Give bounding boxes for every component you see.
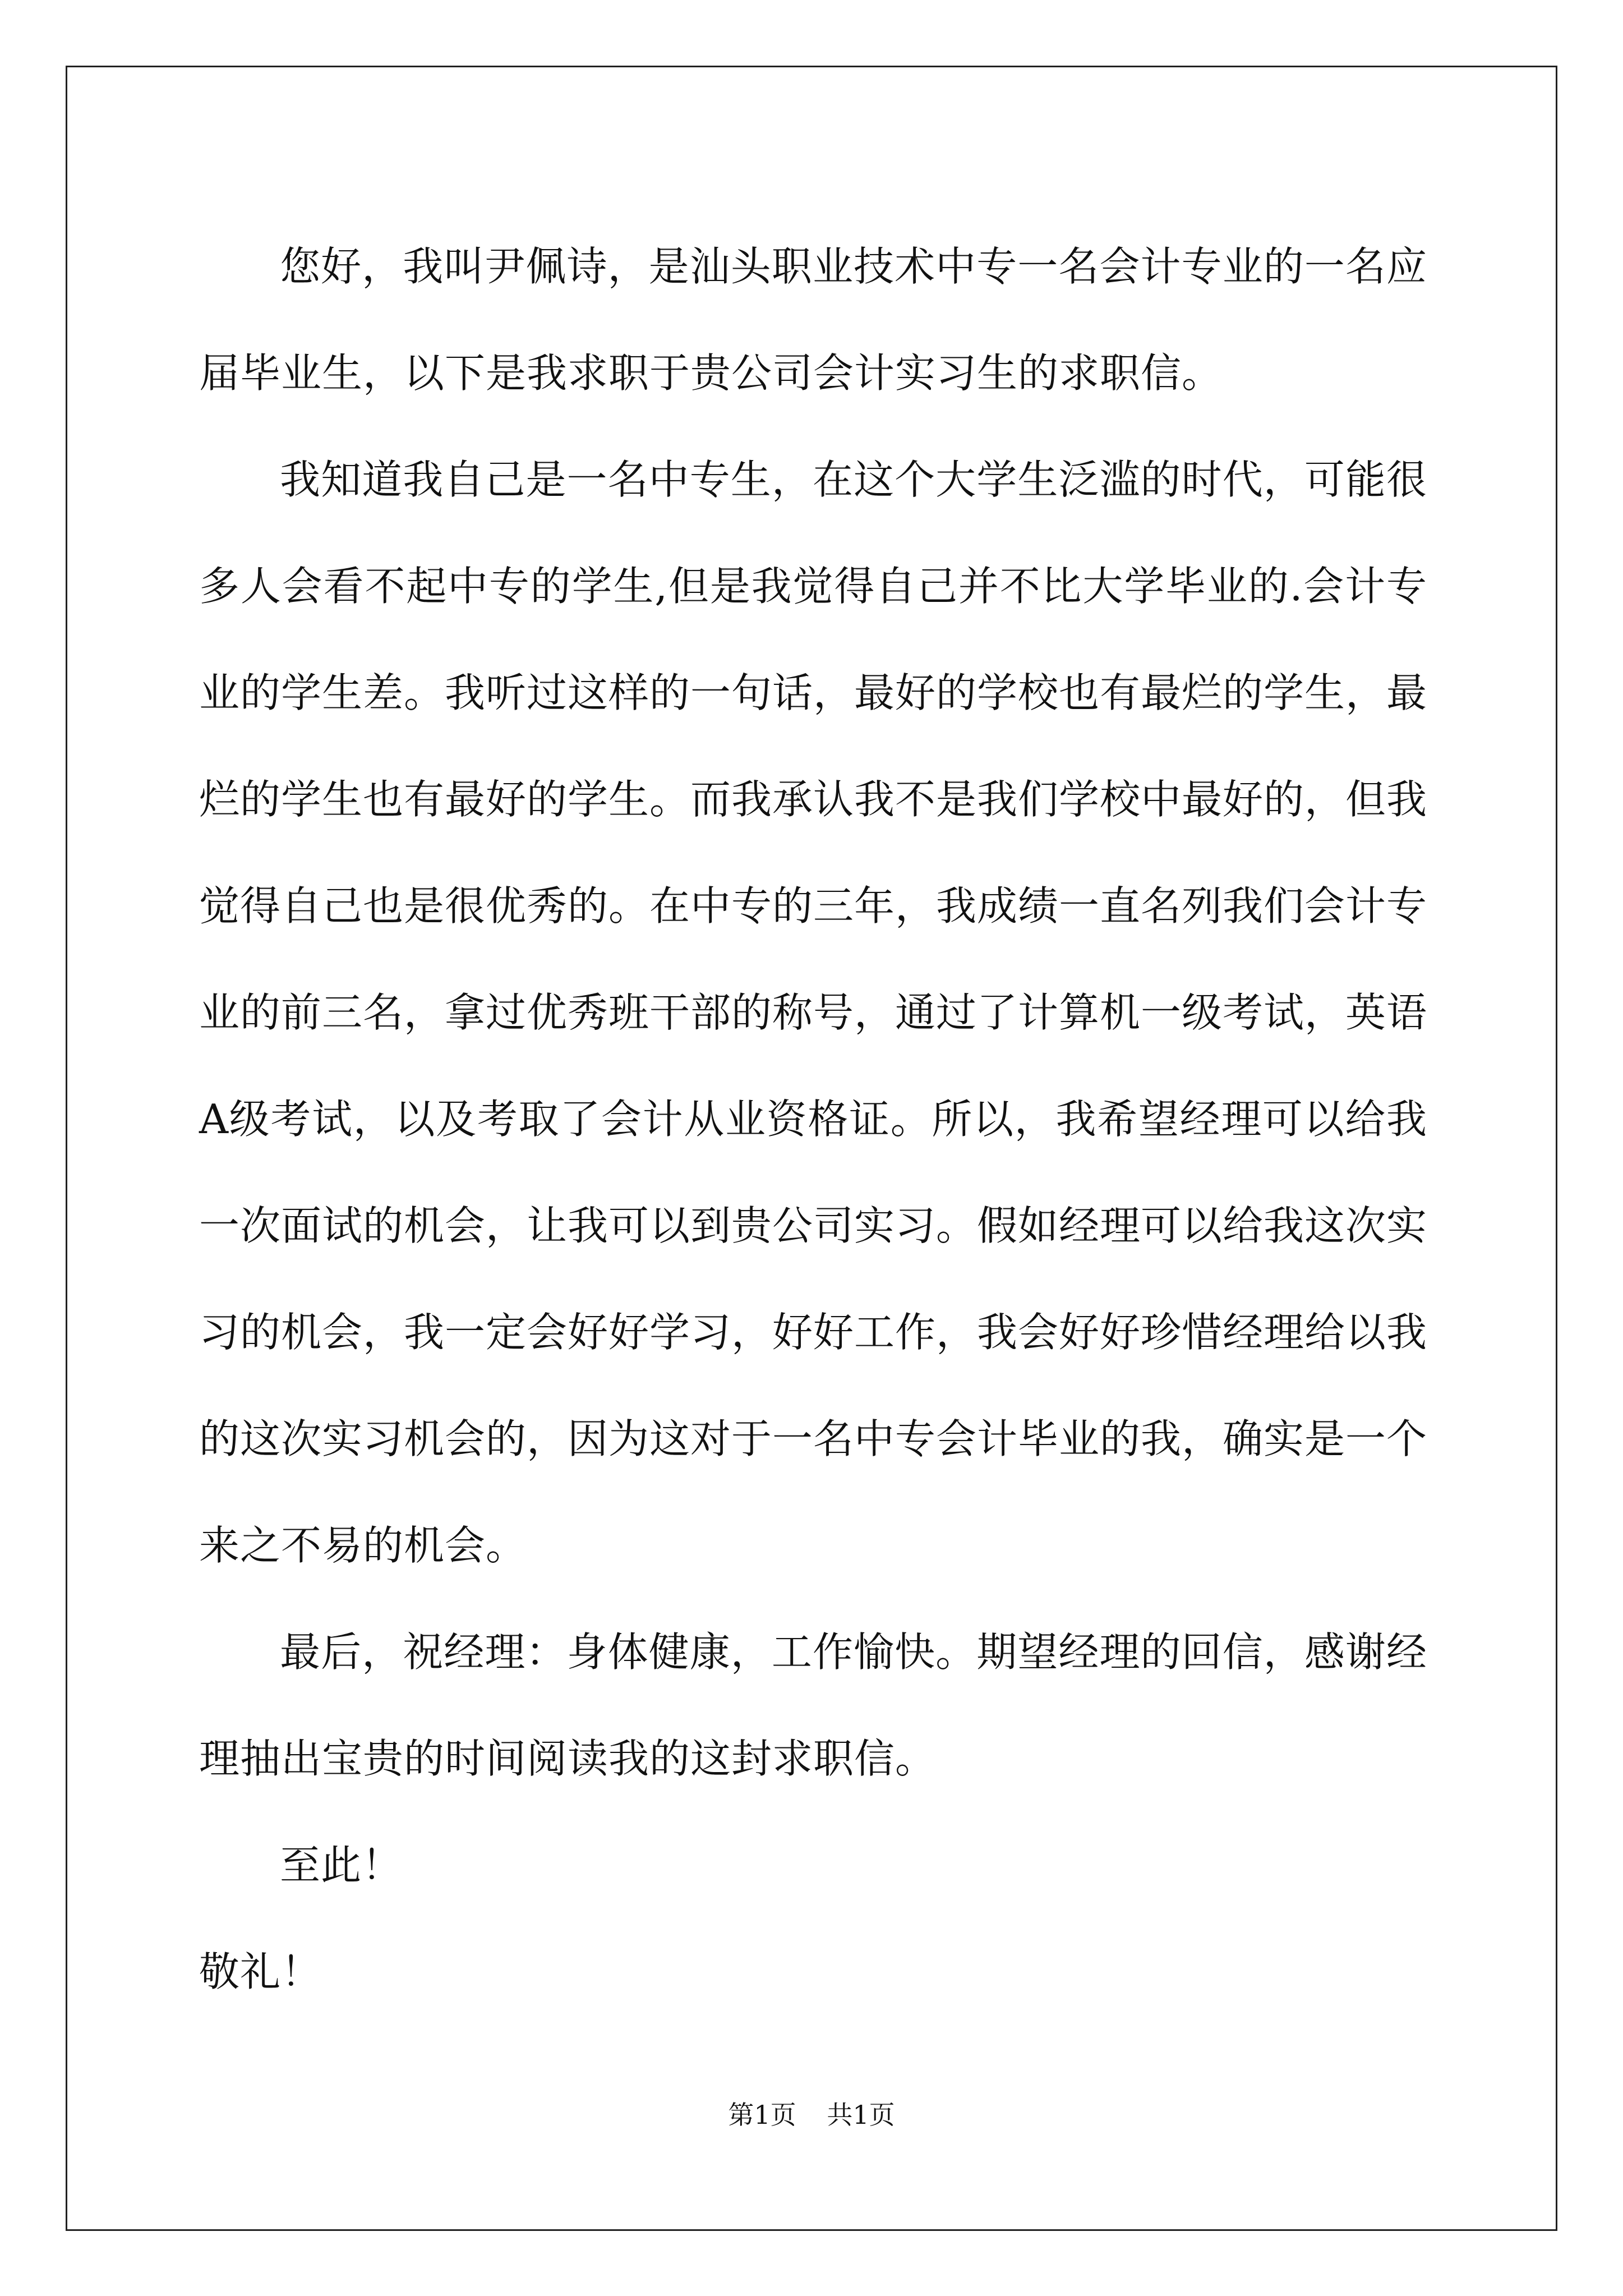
letter-body bbox=[199, 213, 1427, 2025]
page-footer bbox=[0, 2098, 1623, 2132]
page-number-total: 共1页 bbox=[827, 2100, 895, 2130]
paragraph-greeting: 您好，我叫尹佩诗，是汕头职业技术中专一名会计专业的一名应届毕业生，以下是我求职于贵公司会计实习生的求职信。 bbox=[199, 243, 1427, 397]
page-number-current: 第1页 bbox=[728, 2100, 796, 2130]
closing-regards: 敬礼！ bbox=[199, 1948, 322, 1995]
paragraph-salutation: 至此！ bbox=[280, 1842, 403, 1889]
paragraph-self-introduction: 我知道我自己是一名中专生，在这个大学生泛滥的时代，可能很多人会看不起中专的学生,但是我觉得自己并不比大学毕业的.会计专业的学生差。我听过这样的一句话，最好的学校也有最烂的学生，最烂的学生也有最好的学生。而我承认我不是我们学校中最好的，但我觉得自己也是很优秀的。在中专的三年，我成绩一直名列我们会计专业的前三名，拿过优秀班干部的称号，通过了计算机一级考试，英语A级考试，以及考取了会计从业资格证。所以，我希望经理可以给我一次面试的机会，让我可以到贵公司实习。假如经理可以给我这次实习的机会，我一定会好好学习，好好工作，我会好好珍惜经理给以我的这次实习机会的，因为这对于一名中专会计毕业的我，确实是一个来之不易的机会。 bbox=[199, 456, 1428, 1569]
paragraph-wishes: 最后，祝经理：身体健康，工作愉快。期望经理的回信，感谢经理抽出宝贵的时间阅读我的这封求职信。 bbox=[199, 1628, 1427, 1782]
